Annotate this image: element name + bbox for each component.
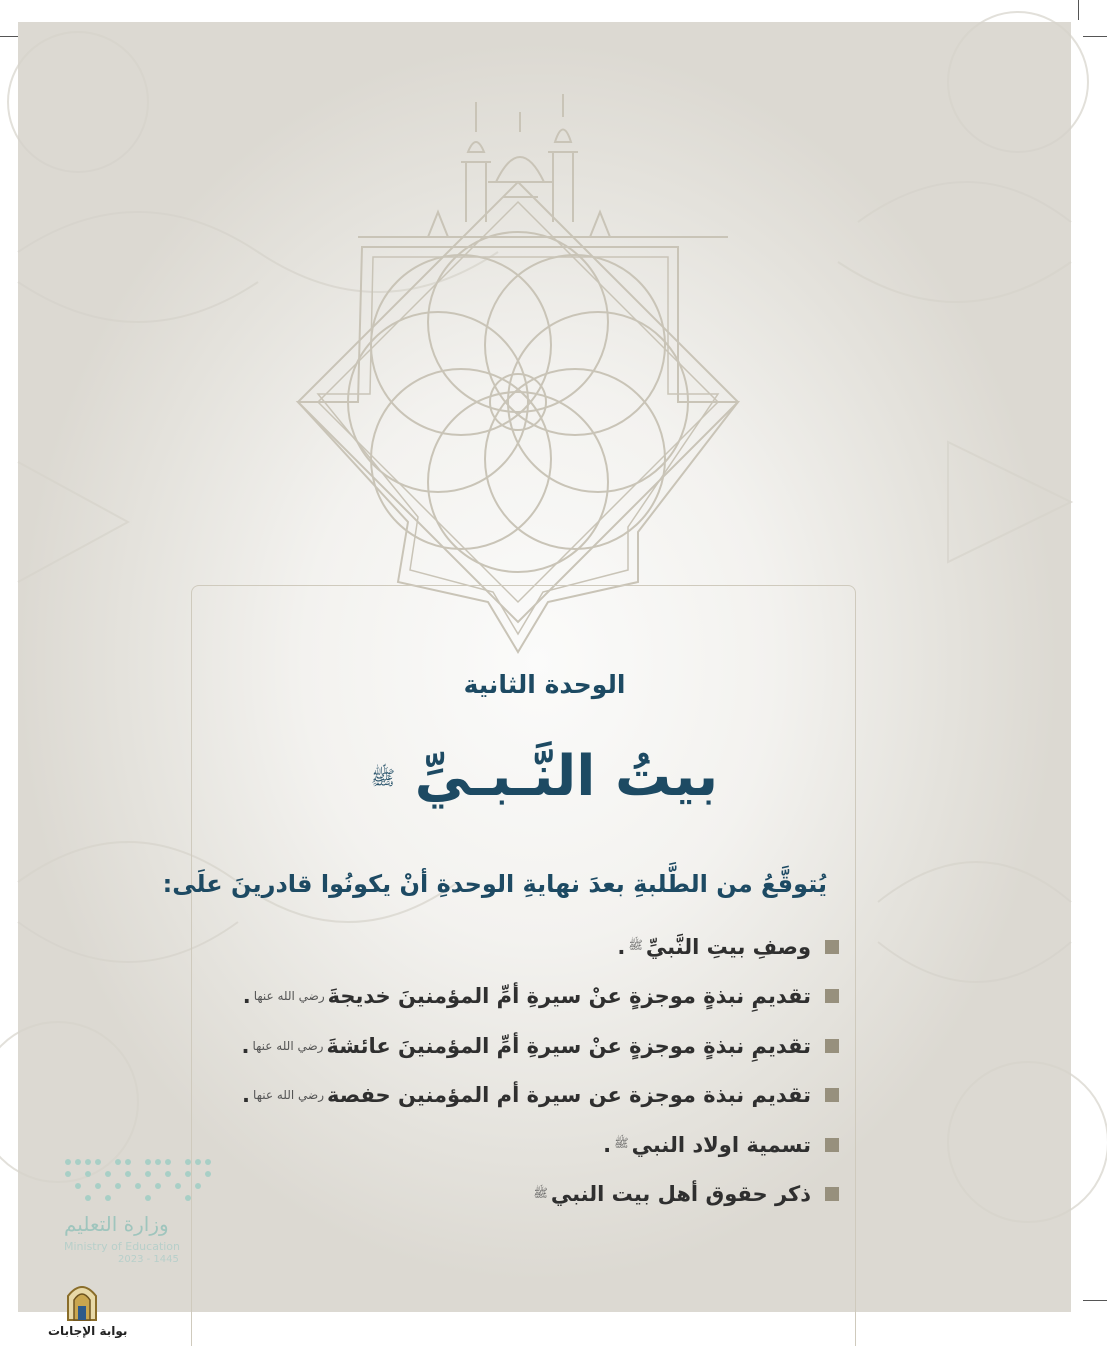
objective-honorific: رضي الله عنها	[253, 989, 325, 1004]
objective-end: .	[242, 1083, 251, 1108]
objectives-list	[242, 922, 840, 1219]
objective-text: تقديمِ نبذةٍ موجزةٍ عنْ سيرةِ أمِّ المؤمنينَ عائشةَ	[326, 1033, 811, 1058]
square-bullet-icon	[825, 1088, 839, 1102]
objective-text: تسمية اولاد النبي	[631, 1132, 811, 1157]
objective-end: .	[241, 1033, 250, 1058]
unit-title-honorific: ﷺ	[370, 765, 396, 790]
square-bullet-icon	[825, 1187, 839, 1201]
square-bullet-icon	[825, 1138, 839, 1152]
objective-text: تقديم نبذة موجزة عن سيرة أم المؤمنين حفصة	[327, 1083, 811, 1108]
list-item	[242, 1021, 840, 1071]
portal-badge-icon	[62, 1280, 102, 1322]
list-item	[242, 922, 840, 972]
objective-end: .	[603, 1132, 612, 1157]
portal-label: بوابة الإجابات	[48, 1324, 128, 1338]
crop-mark	[1083, 1300, 1107, 1301]
unit-cover-page	[18, 22, 1071, 1338]
unit-title-text: بيتُ النَّـبـيِّ	[414, 744, 719, 809]
ministry-dots-logo-icon	[58, 1152, 228, 1212]
objective-honorific: رضي الله عنها	[253, 1088, 325, 1103]
list-item	[242, 1071, 840, 1121]
unit-title	[18, 744, 1071, 809]
crop-mark	[1083, 36, 1107, 37]
list-item	[242, 1120, 840, 1170]
objective-end: .	[242, 984, 251, 1009]
objectives-intro: يُتوقَّعُ من الطَّلبةِ بعدَ نهايةِ الوحدةِ أنْ يكونُوا قادرينَ علَى:	[162, 870, 827, 898]
objective-honorific: ﷺ	[628, 938, 643, 953]
list-item	[242, 1170, 840, 1220]
objective-honorific: ﷺ	[533, 1185, 548, 1200]
objective-text: وصفِ بيتِ النَّبيِّ	[645, 934, 811, 959]
square-bullet-icon	[825, 989, 839, 1003]
objective-end: .	[617, 934, 626, 959]
objective-text: تقديمِ نبذةٍ موجزةٍ عنْ سيرةِ أمِّ المؤمنينَ خديجةَ	[327, 984, 811, 1009]
square-bullet-icon	[825, 1039, 839, 1053]
objective-text: ذكر حقوق أهل بيت النبي	[550, 1182, 811, 1207]
ministry-year: 2023 - 1445	[118, 1254, 179, 1265]
ministry-name-en: Ministry of Education	[64, 1240, 181, 1253]
objective-honorific: رضي الله عنها	[252, 1038, 324, 1053]
square-bullet-icon	[825, 940, 839, 954]
objective-honorific: ﷺ	[614, 1136, 629, 1151]
list-item	[242, 972, 840, 1022]
crop-mark	[1078, 0, 1079, 20]
ministry-name-ar: وزارة التعليم	[64, 1212, 169, 1236]
unit-number: الوحدة الثانية	[463, 670, 626, 699]
